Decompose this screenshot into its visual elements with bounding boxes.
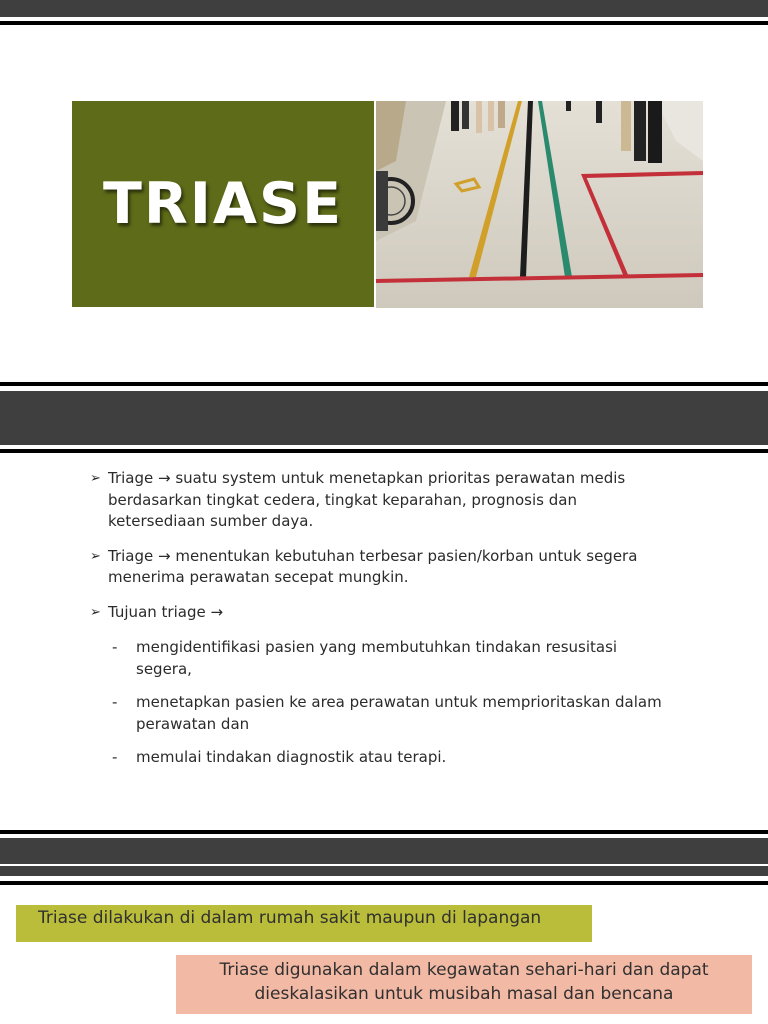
slide-divider-rule-1	[0, 382, 768, 386]
slide-divider-rule-3	[0, 830, 768, 834]
sub-list-item	[90, 637, 670, 680]
slide-divider-rule-4	[0, 881, 768, 885]
slide-title: TRIASE	[102, 171, 344, 237]
hospital-floor-photo	[376, 101, 703, 308]
title-box	[72, 101, 374, 307]
arrow-bullet-icon: ➢	[90, 548, 101, 564]
dash-marker: -	[112, 693, 118, 711]
sub-item-text: mengidentifikasi pasien yang membutuhkan tindakan resusitasi segera,	[136, 638, 618, 678]
slide2-header-band	[0, 391, 768, 445]
arrow-bullet-icon: ➢	[90, 604, 101, 620]
slide-divider-rule-2	[0, 449, 768, 453]
arrow-bullet-icon: ➢	[90, 471, 101, 486]
dash-marker: -	[112, 638, 118, 656]
statement-box-salmon	[176, 955, 752, 1014]
bullet-text: Triage → menentukan kebutuhan terbesar pasien/korban untuk segera menerima perawatan secepat mungkin.	[108, 546, 638, 586]
sub-item-text: memulai tindakan diagnostik atau terapi.	[136, 748, 447, 766]
bullet-item	[90, 602, 670, 624]
statement-line-2: dieskalasikan untuk musibah masal dan bencana	[254, 984, 674, 1004]
bullet-text: Tujuan triage →	[108, 602, 224, 621]
statement-box-green	[16, 905, 592, 942]
top-rule	[0, 21, 768, 25]
bullet-text: Triage → suatu system untuk menetapkan prioritas perawatan medis berdasarkan tingkat cedera, tingkat keparahan, prognosis dan ketersediaan sumber daya.	[108, 469, 626, 530]
sub-item-text: menetapkan pasien ke area perawatan untuk memprioritaskan dalam perawatan dan	[136, 693, 662, 733]
top-band	[0, 0, 768, 17]
statement-text: Triase dilakukan di dalam rumah sakit maupun di lapangan	[38, 908, 542, 928]
slide3-header-band-lower	[0, 866, 768, 876]
sub-list-item	[90, 747, 670, 769]
statement-line-1: Triase digunakan dalam kegawatan sehari-hari dan dapat	[219, 960, 709, 980]
slide3-header-band	[0, 838, 768, 864]
dash-marker: -	[112, 748, 118, 766]
bullet-item	[90, 468, 670, 533]
sub-list-item	[90, 692, 670, 735]
bullet-item	[90, 546, 670, 589]
bullet-list	[90, 468, 670, 781]
